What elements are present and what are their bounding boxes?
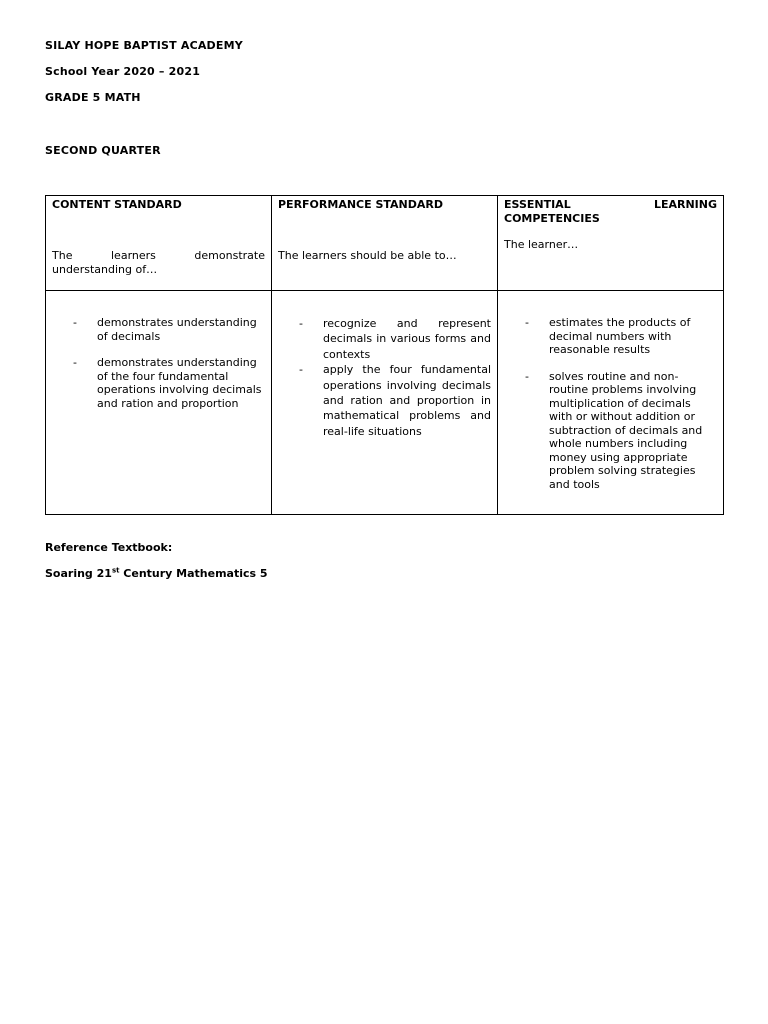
essential-competencies-list [504,316,717,491]
quarter-heading: SECOND QUARTER [45,144,161,157]
list-item [52,356,265,410]
bullet-dash: - [73,356,77,369]
list-item [504,316,717,357]
essential-competencies-heading: ESSENTIAL LEARNING COMPETENCIES [504,198,717,225]
school-name: SILAY HOPE BAPTIST ACADEMY [45,39,243,52]
bullet-dash: - [525,369,529,383]
performance-standard-body-cell [272,291,498,515]
bullet-dash: - [73,316,77,329]
essential-competencies-header-cell [498,196,724,291]
reference-title-superscript: st [111,566,120,575]
essential-competencies-intro: The learner… [504,238,579,251]
list-item [278,362,491,439]
content-standard-heading: CONTENT STANDARD [52,198,182,211]
list-item [52,316,265,343]
content-standard-intro: The learners demonstrate understanding of… [52,249,265,276]
list-item [504,370,717,492]
list-item-text: estimates the products of decimal numbers with reasonable results [549,316,691,356]
list-item-text: solves routine and non-routine problems involving multiplication of decimals with or without addition or subtraction of decimals and whole numbers including money using appropriate problem solving strategies and tools [549,369,703,491]
content-standard-header-cell [46,196,272,291]
bullet-dash: - [299,317,303,330]
reference-title-prefix: Soaring 21 [45,567,112,580]
list-item-text: recognize and represent decimals in various forms and contexts [323,317,491,361]
content-standard-list [52,316,265,410]
list-item-text: demonstrates understanding of the four fundamental operations involving decimals and ration and proportion [97,356,262,410]
content-standard-body-cell [46,291,272,515]
list-item-text: apply the four fundamental operations involving decimals and ration and proportion in mathematical problems and real-life situations [323,363,491,438]
essential-competencies-body-cell [498,291,724,515]
bullet-dash: - [299,363,303,377]
curriculum-table [45,195,724,515]
grade-level: GRADE 5 MATH [45,91,141,104]
performance-standard-header-cell [272,196,498,291]
table-header-row [46,196,724,291]
performance-standard-intro: The learners should be able to… [278,249,457,262]
reference-textbook-title [45,567,268,580]
list-item [278,316,491,362]
school-year: School Year 2020 – 2021 [45,65,201,78]
reference-label: Reference Textbook: [45,541,173,554]
reference-title-suffix: Century Mathematics 5 [119,567,268,580]
performance-standard-list [278,316,491,439]
table-body-row [46,291,724,515]
list-item-text: demonstrates understanding of decimals [97,316,257,343]
performance-standard-heading: PERFORMANCE STANDARD [278,198,443,211]
bullet-dash: - [525,316,529,329]
